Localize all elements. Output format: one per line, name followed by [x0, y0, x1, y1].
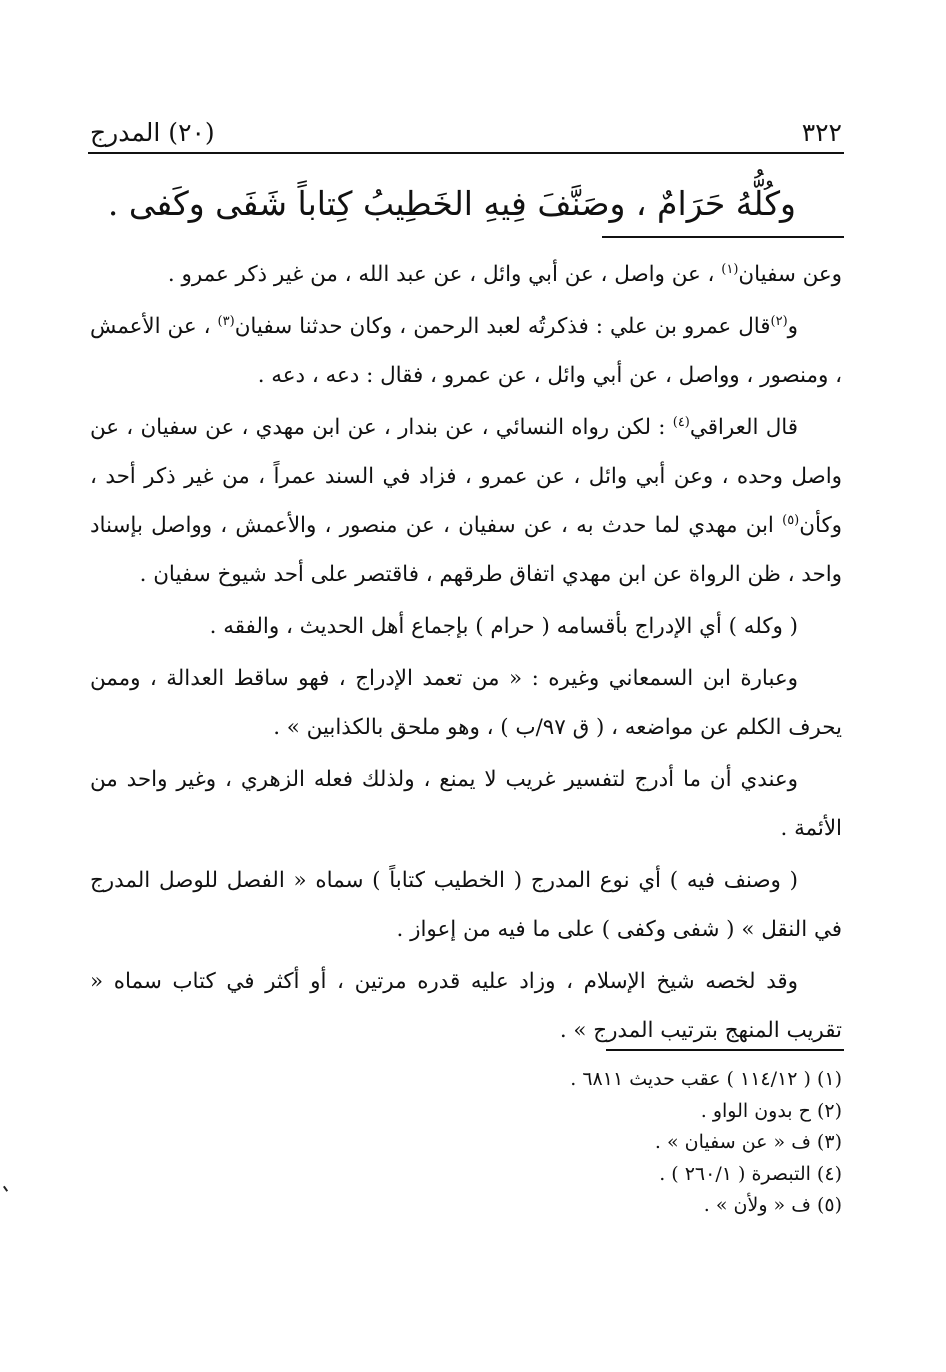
footnote: (٥) ف « ولأن » . — [703, 1194, 842, 1216]
paragraph — [90, 403, 842, 599]
footnote-divider — [606, 1049, 844, 1051]
footnote-reference: (٥) — [782, 512, 800, 528]
paragraph-text: وعندي أن ما أدرج لتفسير غريب لا يمنع ، ولذلك فعله الزهري ، وغير واحد من الأئمة . — [90, 767, 842, 841]
footnote: (٢) ح بدون الواو . — [700, 1099, 842, 1122]
footnote-reference: (٤) — [672, 414, 690, 430]
page-header — [90, 112, 842, 150]
paragraph-text: قال العراقي — [689, 415, 799, 440]
paragraph — [90, 957, 842, 1055]
verse-divider — [602, 236, 844, 238]
paragraph-text: ، عن الأعمش ، ومنصور ، وواصل ، عن أبي وائل ، عن عمرو ، فقال : دعه ، دعه . — [90, 314, 842, 388]
paragraph-text: وعن سفيان — [738, 262, 842, 287]
paragraph-text: قال عمرو بن علي : فذكرتُه لعبد الرحمن ، وكان حدثنا سفيان — [234, 314, 771, 339]
scan-mark — [3, 1182, 13, 1192]
paragraph-text: : لكن رواه النسائي ، عن بندار ، عن ابن مهدي ، عن سفيان ، عن واصل وحده ، وعن أبي وائل ، عن عمرو ، فزاد في السند عمراً ، من غير ذكر أحد ، وكأن — [90, 415, 842, 538]
commentary-body — [90, 250, 842, 1058]
footnote: (٣) ف « عن سفيان » . — [654, 1131, 842, 1153]
footnote-reference: (٢) — [770, 313, 788, 329]
header-divider — [88, 152, 844, 154]
footnotes — [570, 1064, 842, 1222]
paragraph — [90, 302, 842, 400]
poem-verse: وكُلُّهُ حَرَامٌ ، وصَنَّفَ فِيهِ الخَطِيبُ كِتاباً شَفَى وكَفى . — [107, 184, 796, 223]
paragraph-text: ابن مهدي لما حدث به ، عن سفيان ، عن منصور ، والأعمش ، وواصل بإسناد واحد ، ظن الرواة عن ابن مهدي اتفاق طرقهم ، فاقتصر على أحد شيوخ سفيان . — [90, 513, 842, 587]
paragraph-text: وقد لخصه شيخ الإسلام ، وزاد عليه قدره مرتين ، أو أكثر في كتاب سماه « تقريب المنهج بترتيب المدرج » . — [90, 969, 842, 1043]
paragraph-text: ( وصنف فيه ) أي نوع المدرج ( الخطيب كتاباً ) سماه « الفصل للوصل المدرج في النقل » ( شفى وكفى ) على ما فيه من إعواز . — [90, 868, 842, 942]
footnote: (٤) التبصرة ( ٢٦٠/١ ) . — [659, 1162, 842, 1185]
paragraph — [90, 755, 842, 853]
footnote: (١) ( ١١٤/١٢ ) عقب حديث ٦٨١١ . — [570, 1068, 842, 1090]
paragraph — [90, 654, 842, 752]
paragraph-text: وعبارة ابن السمعاني وغيره : « من تعمد الإدراج ، فهو ساقط العدالة ، وممن يحرف الكلم عن مواضعه ، ( ق ٩٧/ب ) ، وهو ملحق بالكذابين » . — [90, 666, 842, 740]
paragraph — [90, 856, 842, 954]
paragraph-text: و — [787, 314, 798, 339]
paragraph — [90, 250, 842, 299]
paragraph-text: ، عن واصل ، عن أبي وائل ، عن عبد الله ، من غير ذكر عمرو . — [167, 262, 722, 287]
footnote-reference: (٣) — [217, 313, 235, 329]
page-number: ٣٢٢ — [801, 118, 842, 147]
paragraph-text: ( وكله ) أي الإدراج بأقسامه ( حرام ) بإجماع أهل الحديث ، والفقه . — [209, 614, 798, 639]
section-title: (٢٠) المدرج — [90, 118, 215, 147]
paragraph — [90, 602, 842, 651]
footnote-reference: (١) — [721, 261, 739, 277]
